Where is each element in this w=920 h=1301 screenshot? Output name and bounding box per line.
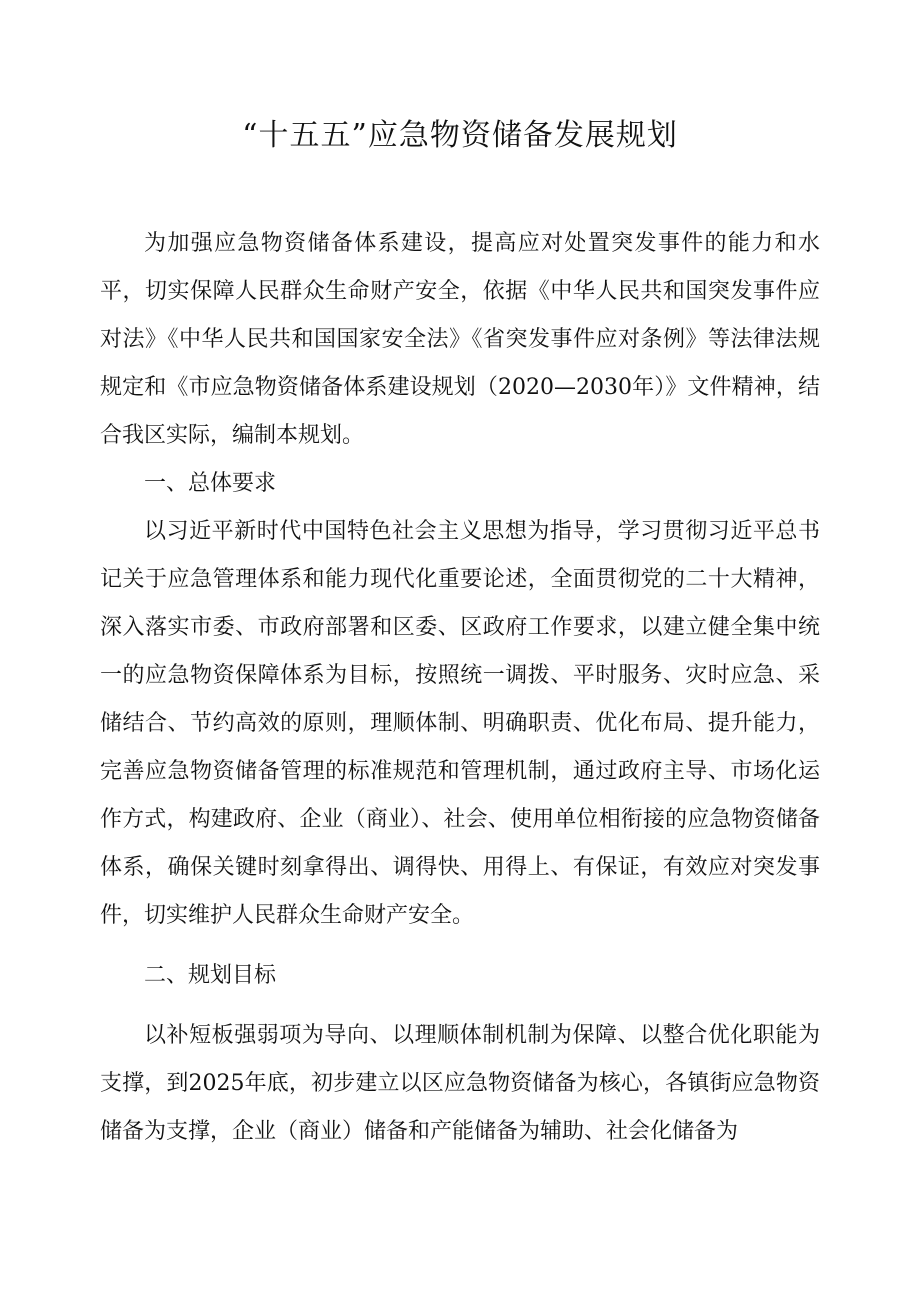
section-body-planning-goals: 以补短板强弱项为导向、以理顺体制机制为保障、以整合优化职能为支撑，到2025年底，初步建立以区应急物资储备为核心，各镇街应急物资储备为支撑，企业（商业）储备和产能储备为辅助、社会化储备为 [100, 1023, 820, 1144]
document-title: “十五五”应急物资储备发展规划 [242, 118, 678, 153]
section-heading-overall-requirements: 一、总体要求 [144, 471, 277, 496]
section-body-overall-requirements: 以习近平新时代中国特色社会主义思想为指导，学习贯彻习近平总书记关于应急管理体系和能力现代化重要论述，全面贯彻党的二十大精神，深入落实市委、市政府部署和区委、区政府工作要求，以建立健全集中统一的应急物资保障体系为目标，按照统一调拨、平时服务、灾时应急、采储结合、节约高效的原则，理顺体制、明确职责、优化布局、提升能力，完善应急物资储备管理的标准规范和管理机制，通过政府主导、市场化运作方式，构建政府、企业（商业）、社会、使用单位相衔接的应急物资储备体系，确保关键时刻拿得出、调得快、用得上、有保证，有效应对突发事件，切实维护人民群众生命财产安全。 [100, 519, 820, 928]
section-gap [100, 1000, 820, 1012]
section-heading-planning-goals: 二、规划目标 [144, 963, 277, 988]
intro-paragraph: 为加强应急物资储备体系建设，提高应对处置突发事件的能力和水平，切实保障人民群众生命财产安全，依据《中华人民共和国突发事件应对法》《中华人民共和国国家安全法》《省突发事件应对条例》等法律法规规定和《市应急物资储备体系建设规划（2020—2030年）》文件精神，结合我区实际，编制本规划。 [100, 231, 820, 448]
document-body [100, 220, 820, 1156]
section-gap [100, 940, 820, 952]
